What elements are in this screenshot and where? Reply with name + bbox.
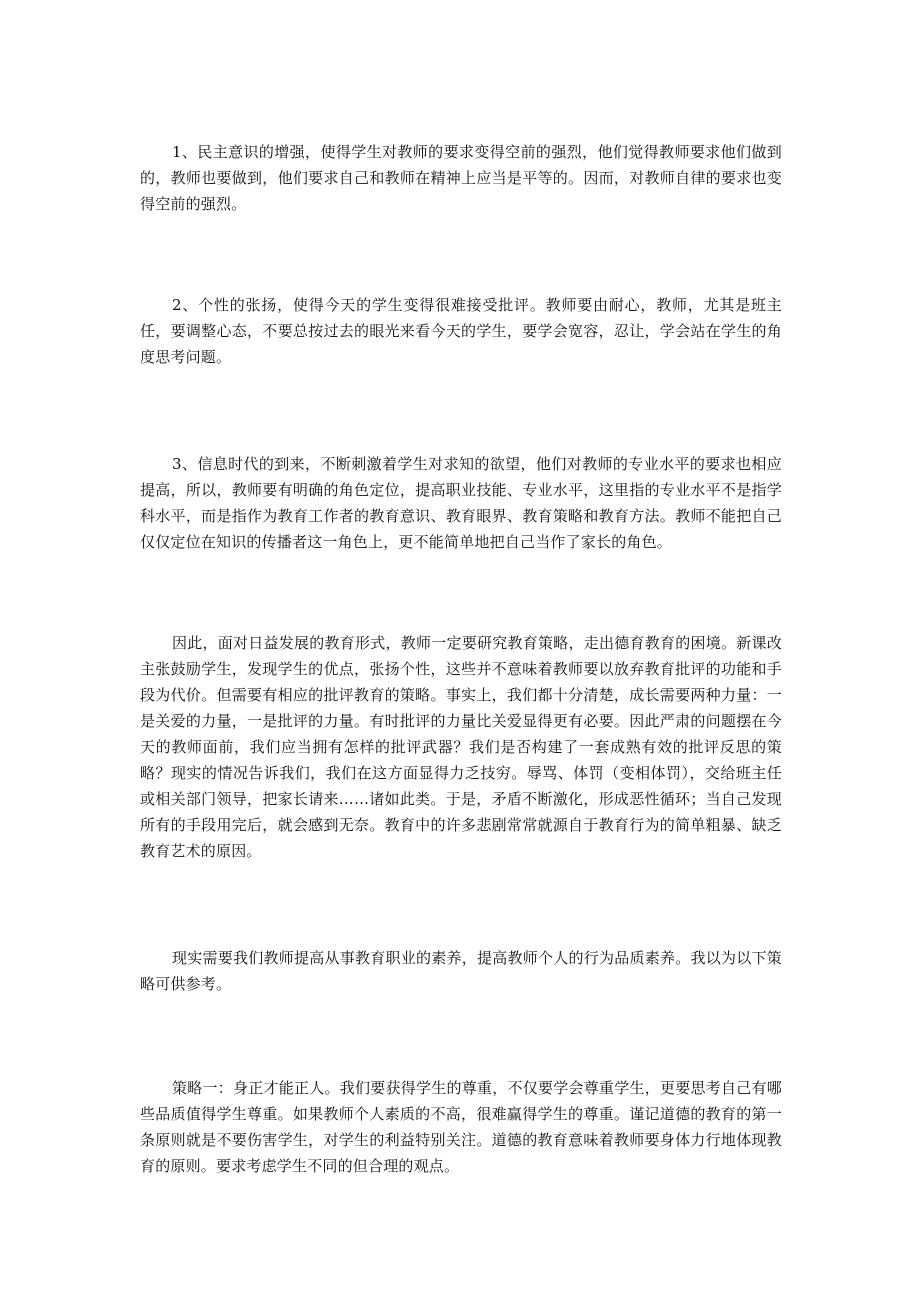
paragraph-education-strategy: 因此，面对日益发展的教育形式，教师一定要研究教育策略，走出德育教育的困境。新课改主张鼓励学生，发现学生的优点，张扬个性，这些并不意味着教师要以放弃教育批评的功能和手段为代价。但需要有相应的批评教育的策略。事实上，我们都十分清楚，成长需要两种力量：一是关爱的力量，一是批评的力量。有时批评的力量比关爱显得更有必要。因此严肃的问题摆在今天的教师面前，我们应当拥有怎样的批评武器？我们是否构建了一套成熟有效的批评反思的策略？现实的情况告诉我们，我们在这方面显得力乏技穷。辱骂、体罚（变相体罚），交给班主任或相关部门领导，把家长请来……诸如此类。于是，矛盾不断激化，形成恶性循环；当自己发现所有的手段用完后，就会感到无奈。教育中的许多悲剧常常就源自于教育行为的简单粗暴、缺乏教育艺术的原因。 [140,634,782,860]
paragraph-individuality: 2、个性的张扬，使得今天的学生变得很难接受批评。教师要由耐心，教师，尤其是班主任，要调整心态，不要总按过去的眼光来看今天的学生，要学会宽容，忍让，学会站在学生的角度思考问题。 [140,296,782,366]
paragraph-strategy-one: 策略一：身正才能正人。我们要获得学生的尊重，不仅要学会尊重学生，更要思考自己有哪些品质值得学生尊重。如果教师个人素质的不高，很难赢得学生的尊重。谨记道德的教育的第一条原则就是不要伤害学生，对学生的利益特别关注。道德的教育意味着教师要身体力行地体现教育的原则。要求考虑学生不同的但合理的观点。 [140,1079,782,1175]
paragraph-information-age: 3、信息时代的到来，不断刺激着学生对求知的欲望，他们对教师的专业水平的要求也相应提高，所以，教师要有明确的角色定位，提高职业技能、专业水平，这里指的专业水平不是指学科水平，而是指作为教育工作者的教育意识、教育眼界、教育策略和教育方法。教师不能把自己仅仅定位在知识的传播者这一角色上，更不能简单地把自己当作了家长的角色。 [140,455,782,551]
paragraph-democracy-awareness: 1、民主意识的增强，使得学生对教师的要求变得空前的强烈，他们觉得教师要求他们做到的，教师也要做到，他们要求自己和教师在精神上应当是平等的。因而，对教师自律的要求也变得空前的强烈。 [140,143,782,213]
paragraph-teacher-quality: 现实需要我们教师提高从事教育职业的素养，提高教师个人的行为品质素养。我以为以下策略可供参考。 [140,949,782,993]
